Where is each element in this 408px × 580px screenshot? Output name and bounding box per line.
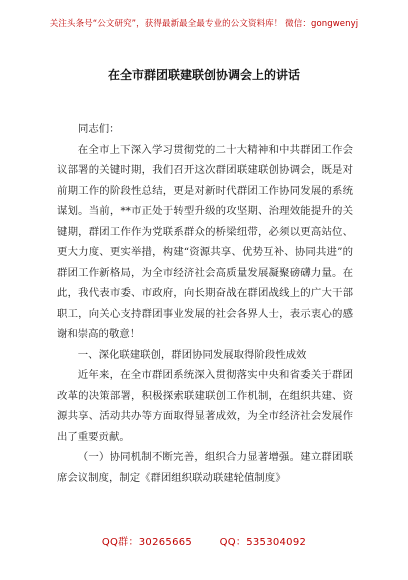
paragraph-3: （一）协同机制不断完善，组织合力显著增强。建立群团联席会议制度，制定《群团组织联动联建轮值制度》 (57, 451, 353, 484)
paragraph-intro: 在全市上下深入学习贯彻党的二十大精神和中共群团工作会议部署的关键时期，我们召开这次群团联建联创协调会，既是对前期工作的阶段性总结，更是对新时代群团工作协同发展的系统谋划。当前，**市正处于转型升级的攻坚期、治理效能提升的关键期，群团工作作为党联系群众的桥梁纽带，必须以更高站位、更大力度、更实举措，构建“资源共享、优势互补、协同共进”的群团工作新格局，为全市经济社会高质量发展凝聚磅礴力量。在此，我代表市委、市政府，向长期奋战在群团战线上的广大干部职工，向关心支持群团事业发展的社会各界人士，表示衷心的感谢和崇高的敬意！ (57, 143, 353, 340)
top-banner: 关注头条号“公文研究”，获得最新最全最专业的公文资料库！ 微信：gongwenyj (49, 19, 359, 29)
section-heading-1: 一、深化联建联创，群团协同发展取得阶段性成效 (77, 348, 307, 361)
qq-group-text: QQ群：30265665 (101, 537, 193, 548)
qq-text: QQ：535304092 (219, 537, 307, 548)
document-body (57, 119, 353, 488)
salutation: 同志们： (78, 123, 120, 135)
document-title: 在全市群团联建联创协调会上的讲话 (107, 68, 300, 82)
footer-contact (0, 533, 408, 548)
paragraph-2: 近年来，在全市群团系统深入贯彻落实中央和省委关于群团改革的决策部署，积极探索联建联创工作机制，在组织共建、资源共享、活动共办等方面取得显著成效，为全市经济社会发展作出了重要贡献。 (57, 369, 353, 443)
